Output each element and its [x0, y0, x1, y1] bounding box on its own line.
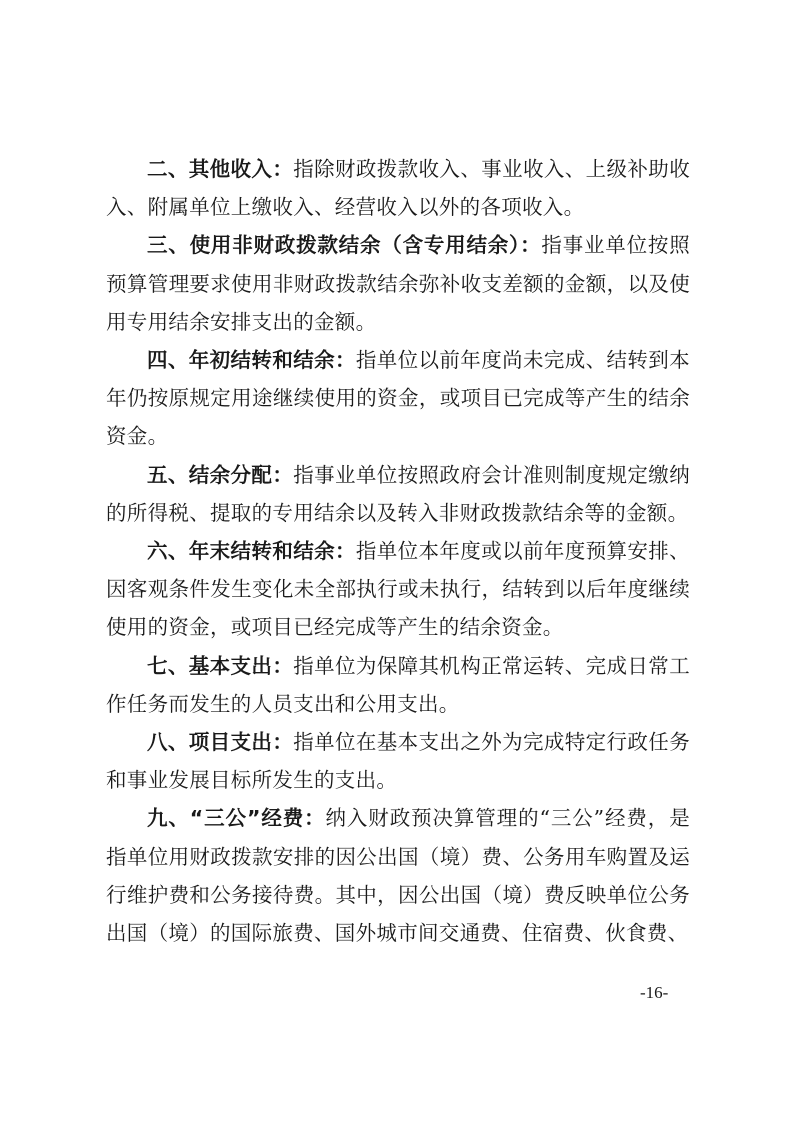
- paragraph-opening-carryover: [106, 341, 690, 456]
- paragraph-other-income: [106, 150, 690, 226]
- term-definition: 指事业单位按照预算管理要求使用非财政拨款结余弥补收支差额的金额，以及使用专用结余安排支出的金额。: [106, 233, 690, 334]
- paragraph-use-of-non-fiscal-balance: [106, 226, 690, 341]
- page-number: -16-: [640, 983, 669, 1002]
- term-heading: 五、结余分配：: [147, 462, 294, 487]
- term-definition: 指单位本年度或以前年度预算安排、因客观条件发生变化未全部执行或未执行，结转到以后年度继续使用的资金，或项目已经完成等产生的结余资金。: [106, 539, 690, 640]
- term-heading: 六、年末结转和结余：: [147, 539, 356, 564]
- term-definition: 指单位为保障其机构正常运转、完成日常工作任务而发生的人员支出和公用支出。: [106, 653, 690, 716]
- term-definition: 指单位以前年度尚未完成、结转到本年仍按原规定用途继续使用的资金，或项目已完成等产生的结余资金。: [106, 348, 690, 449]
- term-heading: 八、项目支出：: [147, 730, 294, 755]
- term-definition: 指除财政拨款收入、事业收入、上级补助收入、附属单位上缴收入、经营收入以外的各项收入。: [106, 157, 690, 220]
- term-heading: 四、年初结转和结余：: [147, 348, 356, 373]
- term-definition: 指单位在基本支出之外为完成特定行政任务和事业发展目标所发生的支出。: [106, 730, 690, 793]
- paragraph-balance-distribution: [106, 456, 690, 532]
- paragraph-three-public-expenses: [106, 799, 690, 952]
- paragraph-closing-carryover: [106, 532, 690, 647]
- term-heading: 九、“三公”经费：: [147, 806, 326, 831]
- term-definition: 纳入财政预决算管理的“三公”经费，是指单位用财政拨款安排的因公出国（境）费、公务用车购置及运行维护费和公务接待费。其中，因公出国（境）费反映单位公务出国（境）的国际旅费、国外城市间交通费、住宿费、伙食费、: [106, 806, 690, 946]
- term-heading: 三、使用非财政拨款结余（含专用结余）：: [147, 233, 542, 258]
- term-heading: 二、其他收入：: [147, 157, 294, 181]
- term-heading: 七、基本支出：: [147, 653, 294, 678]
- paragraph-project-expenditure: [106, 723, 690, 799]
- term-definition: 指事业单位按照政府会计准则制度规定缴纳的所得税、提取的专用结余以及转入非财政拨款结余等的金额。: [106, 462, 690, 525]
- document-body: [106, 150, 690, 952]
- paragraph-basic-expenditure: [106, 647, 690, 723]
